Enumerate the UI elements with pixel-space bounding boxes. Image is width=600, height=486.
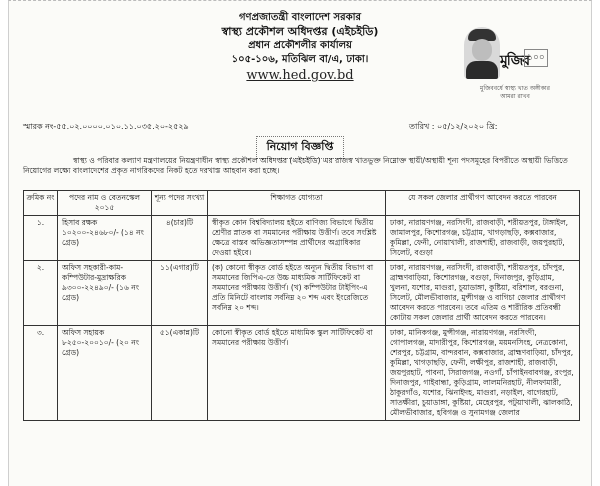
row-serial: ১. — [24, 216, 58, 261]
vacancy-table — [23, 190, 580, 421]
logo-mark-text: মুজিব — [500, 53, 530, 69]
col-post: পদের নাম ও বেতনস্কেল ২০১৫ — [58, 191, 152, 216]
col-districts: যে সকল জেলার প্রার্থীগণ আবেদন করতে পারবেন — [386, 191, 580, 216]
website-link[interactable]: www.hed.gov.bd — [246, 68, 354, 83]
department-line: স্বাস্থ্য প্রকৌশল অধিদপ্তর (এইচইডি) — [221, 25, 379, 38]
table-row — [24, 261, 580, 326]
row-post: হিসাব রক্ষক ১০২০০-২৪৬৮০/- (১৪ নং গ্রেড) — [58, 216, 152, 261]
row-post: অফিস সহায়ক ৮২৫০-২০০১০/- (২০ নং গ্রেড) — [58, 326, 152, 421]
portrait-image — [464, 27, 500, 79]
row-districts: ঢাকা, মানিকগঞ্জ, মুন্সীগঞ্জ, নারায়ণগঞ্জ, নরসিংদী, গোপালগঞ্জ, মাদারীপুর, কিশোরগঞ্জ, ময়মনসিংহ, নেত্রকোনা, শেরপুর, চট্টগ্রাম, বান্দরবান, কক্সবাজার, ব্রাহ্মণবাড়িয়া, চাঁদপুর, কুমিল্লা, খাগড়াছড়ি, ফেনী, লক্ষীপুর, রাজশাহী, রাজবাড়ী, জয়পুরহাট, পাবনা, সিরাজগঞ্জ, নওগাঁ, চাঁপাইনবাবগঞ্জ, রংপুর, দিনাজপুর, গাইবান্ধা, কুড়িগ্রাম, লালমনিরহাট, নীলফামারী, ঠাকুরগাঁও, যশোর, ঝিনাইদহ, মাগুরা, নড়াইল, বাগেরহাট, সাতক্ষীরা, চুয়াডাঙ্গা, কুষ্টিয়া, মেহেরপুর, পটুয়াখালী, ঝালকাঠি, মৌলভীবাজার, হবিগঞ্জ ও সুনামগঞ্জ জেলার — [386, 326, 580, 421]
row-serial: ৩. — [24, 326, 58, 421]
col-serial: ক্রমিক নং — [24, 191, 58, 216]
row-serial: ২. — [24, 261, 58, 326]
row-count: ৪(চার)টি — [152, 216, 208, 261]
mujib-100-logo — [464, 27, 574, 107]
col-qualification: শিক্ষাগত যোগ্যতা — [208, 191, 386, 216]
col-count: শূন্য পদের সংখ্যা — [152, 191, 208, 216]
memo-reference: স্মারক নং-৫৫.০২.০০০০.০১০.১১.০৩৫.২০-২৫২৯ — [23, 122, 189, 131]
logo-number: ১০০ — [524, 49, 548, 67]
row-count: ১১(এগার)টি — [152, 261, 208, 326]
address-line: ১০৫-১০৬, মতিঝিল বা/এ, ঢাকা। — [231, 54, 369, 65]
memo-date: তারিখ : ০৫/১২/২০২০ খ্রি: — [409, 122, 498, 131]
row-post: অফিস সহকারী-কাম-কম্পিউটার-মুদ্রাক্ষরিক ৯৩০০-২২৪৯০/- (১৬ নং গ্রেড) — [58, 261, 152, 326]
row-qualification: (ক) কোনো স্বীকৃত বোর্ড হইতে অন্যূন দ্বিতীয় বিভাগ বা সমমানের জিপিএ-তে উচ্চ মাধ্যমিক সার্টিফিকেট বা সমমানের পরীক্ষায় উত্তীর্ণ। (খ) কম্পিউটার টাইপিং-এ প্রতি মিনিটে বাংলায় সর্বনিম্ন ২০ শব্দ এবং ইংরেজিতে সর্বনিম্ন ২০ শব্দ। — [208, 261, 386, 326]
row-qualification: স্বীকৃত কোন বিশ্ববিদ্যালয় হইতে বাণিজ্য বিভাগে দ্বিতীয় শ্রেণীর স্নাতক বা সমমানের পরীক্ষায় উত্তীর্ণ। তবে সংশ্লিষ্ট ক্ষেত্রে বাস্তব অভিজ্ঞতাসম্পন্ন প্রার্থীদের অগ্রাধিকার দেওয়া হইবে। — [208, 216, 386, 261]
row-districts: ঢাকা, নারায়ণগঞ্জ, নরসিংদী, রাজবাড়ী, শরীয়তপুর, টাঙ্গাইল, জামালপুর, কিশোরগঞ্জ, চট্টগ্রাম, খাগড়াছড়ি, কক্সবাজার, কুমিল্লা, ফেনী, নোয়াখালী, রাজশাহী, রাজবাড়ী, জয়পুরহাট, সিলেট, বগুড়া — [386, 216, 580, 261]
notice-title: নিয়োগ বিজ্ঞপ্তি — [256, 136, 345, 159]
govt-line: গণপ্রজাতন্ত্রী বাংলাদেশ সরকার — [239, 12, 361, 23]
row-districts: ঢাকা, নারায়ণগঞ্জ, নরসিংদী, রাজবাড়ী, শরীয়তপুর, চাঁদপুর, ব্রাহ্মণবাড়িয়া, কিশোরগঞ্জ, বগুড়া, দিনাজপুর, কুড়িগ্রাম, খুলনা, যশোর, মাগুরা, চুয়াডাঙ্গা, কুষ্টিয়া, বরিশাল, বরগুনা, সিলেট, মৌলভীবাজার, মুন্সীগঞ্জ ও বাগিচা জেলার প্রার্থীগণ আবেদন করতে পারবেন। তবে এতিম ও শারীরিক প্রতিবন্ধী কোটায় সকল জেলার প্রার্থী আবেদন করতে পারবেন। — [386, 261, 580, 326]
logo-caption: মুজিববর্ষে স্বাস্থ্য খাত অঙ্গীকার আমরা রাখব — [480, 85, 550, 100]
row-count: ৫১(একান্ন)টি — [152, 326, 208, 421]
table-row — [24, 216, 580, 261]
notice-page — [8, 0, 592, 486]
table-header-row — [24, 191, 580, 216]
row-qualification: কোনো স্বীকৃত বোর্ড হইতে মাধ্যমিক স্কুল সার্টিফিকেট বা সমমানের পরীক্ষায় উত্তীর্ণ। — [208, 326, 386, 421]
table-row — [24, 326, 580, 421]
office-line: প্রধান প্রকৌশলীর কার্যালয় — [248, 40, 352, 51]
intro-paragraph: স্বাস্থ্য ও পরিবার কল্যাণ মন্ত্রণালয়ের নিয়ন্ত্রণাধীন স্বাস্থ্য প্রকৌশল অধিদপ্তর (এইচইডি) এর রাজস্ব খাতভুক্ত নিম্নোক্ত স্থায়ী/অস্থায়ী শূন্য পদসমূহের বিপরীতে অস্থায়ী ভিত্তিতে নিয়োগের লক্ষ্যে বাংলাদেশের প্রকৃত নাগরিকদের নিকট হতে দরখাস্ত আহবান করা হচ্ছে। — [23, 156, 568, 175]
